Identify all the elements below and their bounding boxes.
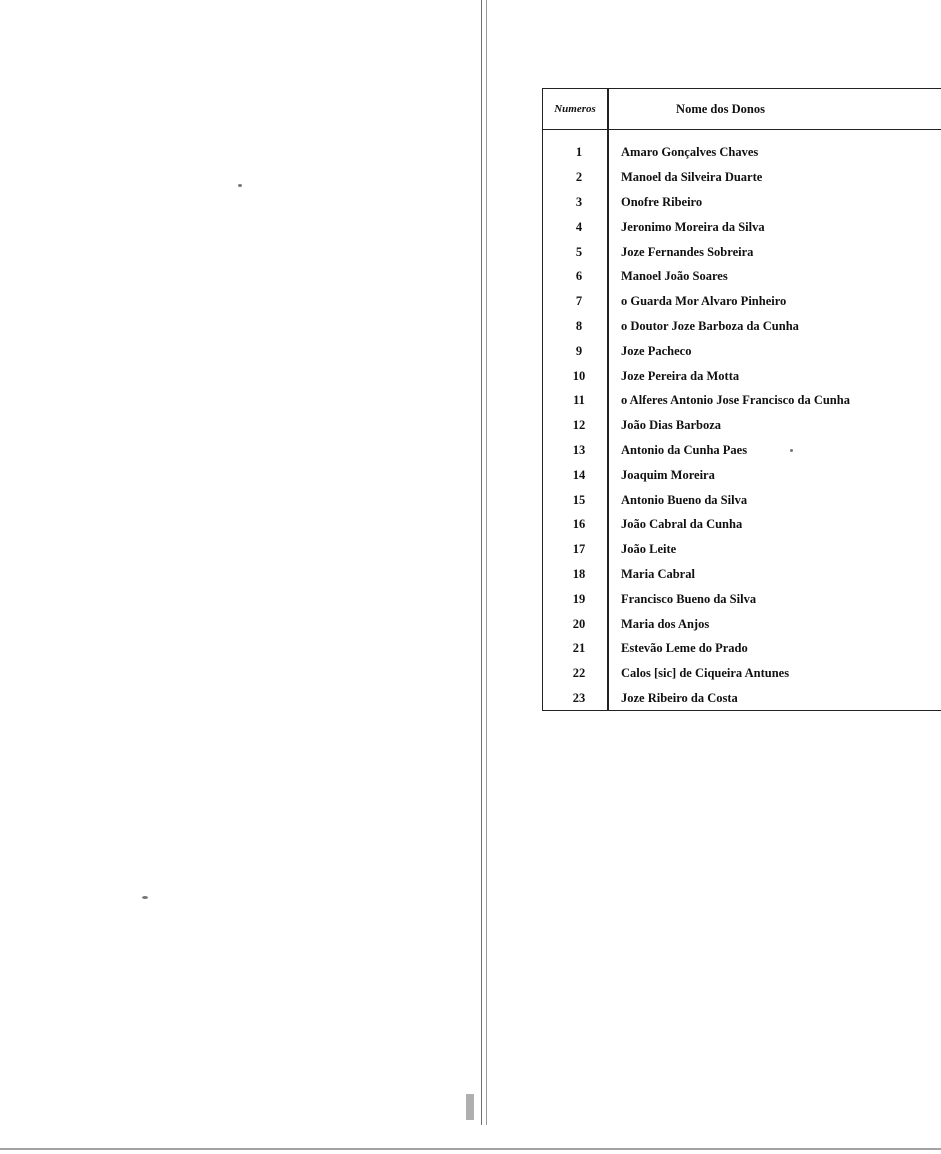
table-body xyxy=(543,130,941,711)
owners-table xyxy=(542,88,941,711)
spacer-cell xyxy=(608,130,941,141)
table-row xyxy=(543,636,941,661)
row-number: 14 xyxy=(543,462,609,487)
row-number: 9 xyxy=(543,338,609,363)
row-number: 2 xyxy=(543,165,609,190)
header-number: Numeros xyxy=(543,89,609,130)
row-number: 5 xyxy=(543,239,609,264)
row-number: 16 xyxy=(543,512,609,537)
table-row xyxy=(543,363,941,388)
row-number: 4 xyxy=(543,214,609,239)
row-name: o Doutor Joze Barboza da Cunha xyxy=(608,314,941,339)
row-number: 3 xyxy=(543,190,609,215)
row-name: Estevão Leme do Prado xyxy=(608,636,941,661)
row-name: o Alferes Antonio Jose Francisco da Cunha xyxy=(608,388,941,413)
row-number: 11 xyxy=(543,388,609,413)
table-row xyxy=(543,611,941,636)
row-name: o Guarda Mor Alvaro Pinheiro xyxy=(608,289,941,314)
row-name: Calos [sic] de Ciqueira Antunes xyxy=(608,661,941,686)
table-row xyxy=(543,264,941,289)
row-name: Joze Fernandes Sobreira xyxy=(608,239,941,264)
table-row xyxy=(543,190,941,215)
table-row xyxy=(543,413,941,438)
table-row xyxy=(543,165,941,190)
table-row xyxy=(543,338,941,363)
table-row xyxy=(543,462,941,487)
table-row xyxy=(543,388,941,413)
page-bottom-edge xyxy=(0,1148,941,1150)
row-number: 18 xyxy=(543,562,609,587)
row-number: 7 xyxy=(543,289,609,314)
row-number: 17 xyxy=(543,537,609,562)
row-number: 20 xyxy=(543,611,609,636)
row-name: Francisco Bueno da Silva xyxy=(608,586,941,611)
row-number: 21 xyxy=(543,636,609,661)
book-gutter xyxy=(480,0,491,1125)
row-name: Joze Pacheco xyxy=(608,338,941,363)
table-row xyxy=(543,562,941,587)
row-name: Manoel da Silveira Duarte xyxy=(608,165,941,190)
row-number: 15 xyxy=(543,487,609,512)
row-number: 10 xyxy=(543,363,609,388)
row-name: Maria dos Anjos xyxy=(608,611,941,636)
table-row xyxy=(543,537,941,562)
table-row xyxy=(543,140,941,165)
scan-speck xyxy=(142,896,148,899)
gutter-line xyxy=(486,0,487,1125)
row-name: Manoel João Soares xyxy=(608,264,941,289)
row-name: Antonio da Cunha Paes xyxy=(608,438,941,463)
scan-speck xyxy=(238,184,242,187)
row-name: João Dias Barboza xyxy=(608,413,941,438)
row-name: Joaquim Moreira xyxy=(608,462,941,487)
row-name: Joze Pereira da Motta xyxy=(608,363,941,388)
table-row xyxy=(543,289,941,314)
table-row xyxy=(543,214,941,239)
row-name: Antonio Bueno da Silva xyxy=(608,487,941,512)
gutter-line xyxy=(481,0,482,1125)
scan-smudge xyxy=(466,1094,474,1120)
row-name: Amaro Gonçalves Chaves xyxy=(608,140,941,165)
row-name: João Cabral da Cunha xyxy=(608,512,941,537)
table-row xyxy=(543,487,941,512)
row-number: 6 xyxy=(543,264,609,289)
table-header-row xyxy=(543,89,941,130)
table-row xyxy=(543,661,941,686)
row-name: Maria Cabral xyxy=(608,562,941,587)
row-name: Jeronimo Moreira da Silva xyxy=(608,214,941,239)
row-number: 22 xyxy=(543,661,609,686)
table-row xyxy=(543,686,941,711)
table-row xyxy=(543,586,941,611)
row-name: João Leite xyxy=(608,537,941,562)
header-name: Nome dos Donos xyxy=(608,89,941,130)
spacer-cell xyxy=(543,130,609,141)
row-number: 8 xyxy=(543,314,609,339)
table-row xyxy=(543,512,941,537)
row-name: Joze Ribeiro da Costa xyxy=(608,686,941,711)
table-spacer-row xyxy=(543,130,941,141)
table-row xyxy=(543,239,941,264)
row-number: 13 xyxy=(543,438,609,463)
table-row xyxy=(543,314,941,339)
row-number: 12 xyxy=(543,413,609,438)
row-number: 19 xyxy=(543,586,609,611)
row-number: 23 xyxy=(543,686,609,711)
row-number: 1 xyxy=(543,140,609,165)
table-row xyxy=(543,438,941,463)
row-name: Onofre Ribeiro xyxy=(608,190,941,215)
